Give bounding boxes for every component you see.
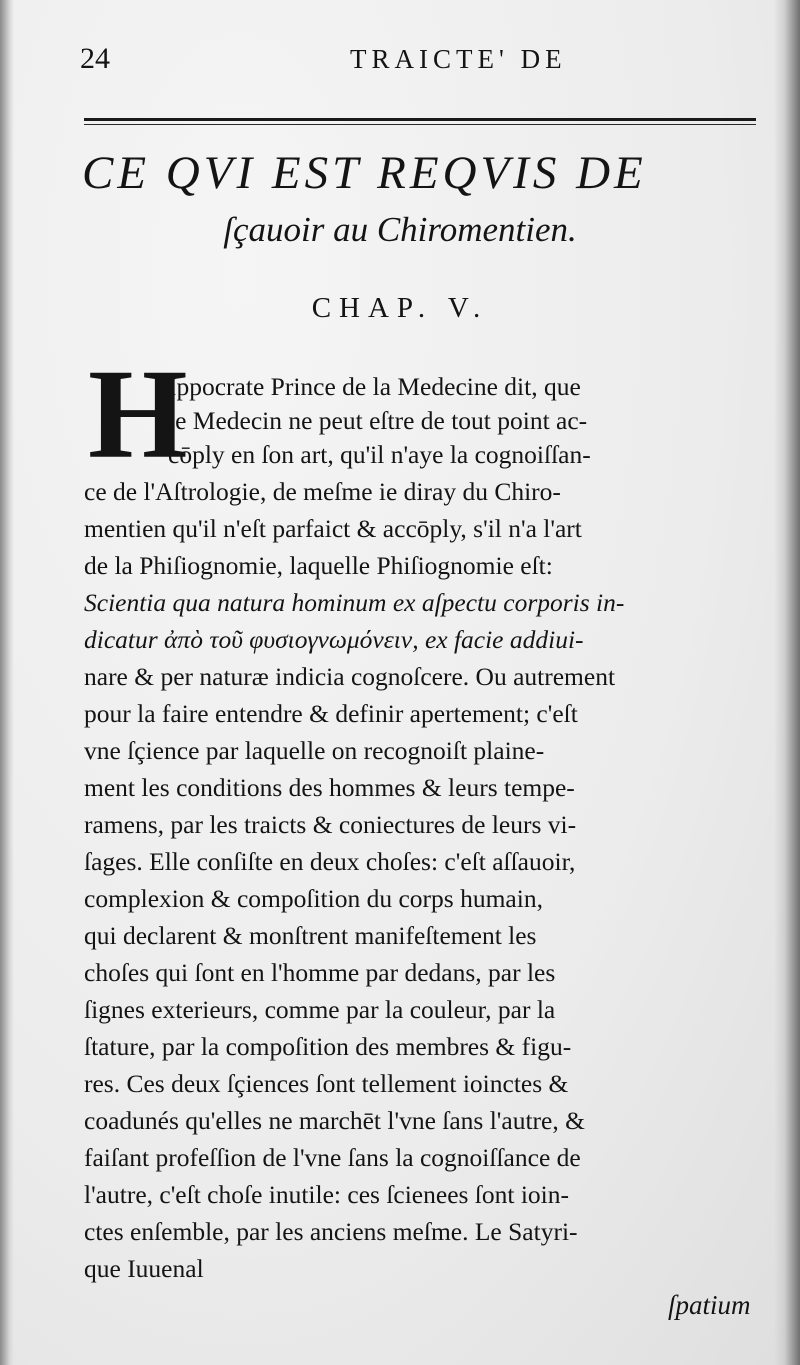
page-header [80,38,760,78]
chapter-title-line-2: ſçauoir au Chiromentien. [223,210,577,249]
body-line: que Iuuenal [84,1254,204,1283]
body-line: pour la faire entendre & definir apertement; c'eſt [84,699,578,728]
body-line: Ippocrate Prince de la Medecine dit, que [168,372,581,401]
body-line: cōply en ſon art, qu'il n'aye la cognoiſſan- [168,440,591,469]
body-line: faiſant profeſſion de l'vne ſans la cognoiſſance de [84,1143,581,1172]
body-line: res. Ces deux ſçiences ſont tellement ioinctes & [84,1069,569,1098]
header-rule [84,118,756,121]
body-line: ment les conditions des hommes & leurs tempe- [84,773,575,802]
page-number: 24 [80,42,110,75]
body-line: choſes qui ſont en l'homme par dedans, par les [84,958,556,987]
catchword: ſpatium [668,1290,751,1320]
body-line: le Medecin ne peut eſtre de tout point ac- [168,406,588,435]
body-line: ſages. Elle conſiſte en deux choſes: c'eſt aſſauoir, [84,847,576,876]
body-line: coadunés qu'elles ne marchēt l'vne ſans l'autre, & [84,1106,585,1135]
chapter-number: CHAP. V. [311,292,489,324]
body-line: mentien qu'il n'eſt parfaict & accōply, s'il n'a l'art [84,514,582,543]
chapter-title-line-1: CE QVI EST REQVIS DE [82,147,647,199]
running-head: TRAICTE' DE [350,44,567,74]
body-line: vne ſçience par laquelle on recognoiſt plaine- [84,736,545,765]
body-line: de la Phiſiognomie, laquelle Phiſiognomie eſt: [84,551,553,580]
body-line: qui declarent & monſtrent manifeſtement les [84,921,537,950]
body-line: l'autre, c'eſt choſe inutile: ces ſcienees ſont ioin- [84,1180,570,1209]
body-line: ramens, par les traicts & coniectures de leurs vi- [84,810,577,839]
body-line: ctes enſemble, par les anciens meſme. Le Satyri- [84,1217,578,1246]
body-line: dicatur ἀπὸ τοῦ φυσιογνωμόνειν, ex facie addiui- [84,625,584,654]
body-line: Scientia qua natura hominum ex aſpectu corporis in- [84,588,625,617]
header-rule-thin [84,124,756,125]
body-line: ſtature, par la compoſition des membres & figu- [84,1032,572,1061]
body-line: ſignes exterieurs, comme par la couleur, par la [84,995,556,1024]
body-line: complexion & compoſition du corps humain, [84,884,543,913]
drop-cap: H [88,343,188,485]
body-line: nare & per naturæ indicia cognoſcere. Ou autrement [84,662,616,691]
body-line: ce de l'Aſtrologie, de meſme ie diray du Chiro- [84,477,561,506]
